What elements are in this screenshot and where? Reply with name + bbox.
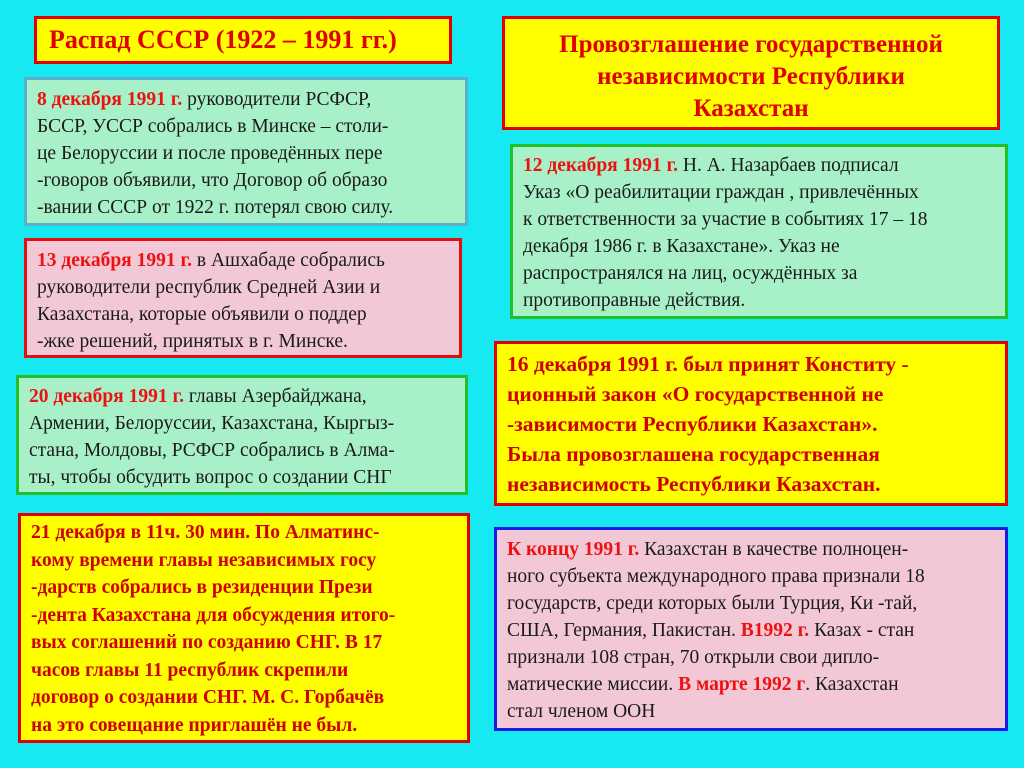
event-text: в Ашхабаде собрались [192, 250, 385, 271]
event-text: к ответственности за участие в событиях 17 – 18 [523, 209, 928, 230]
event-text: ционный закон «О государственной не [507, 382, 884, 406]
event-text: часов главы 11 республик скрепили [31, 659, 349, 681]
minsk-event-box [24, 77, 468, 226]
left-title [34, 16, 452, 64]
right-title-line: Казахстан [693, 95, 809, 122]
event-text: распространялся на лиц, осуждённых за [523, 263, 858, 284]
event-text: Казах - стан [809, 620, 915, 641]
event-text: -дарств собрались в резиденции Прези [31, 577, 373, 598]
event-text: противоправные действия. [523, 290, 746, 311]
event-text: -зависимости Республики Казахстан». [507, 412, 878, 436]
event-text: стана, Молдовы, РСФСР собрались в Алма- [29, 440, 395, 461]
event-date: В1992 г. [740, 620, 810, 641]
right-title [502, 16, 1000, 130]
end1991-event-box [494, 527, 1008, 731]
almaty-event-box [16, 375, 468, 495]
event-text: Указ «О реабилитации граждан , привлечённых [523, 182, 919, 203]
right-title-line: Провозглашение государственной [559, 31, 943, 58]
event-text: 16 декабря 1991 г. был принят Конститу - [507, 352, 909, 376]
event-text: -вании СССР от 1922 г. потерял свою силу. [37, 197, 394, 218]
event-date: 13 декабря 1991 г. [37, 250, 193, 271]
event-text: стал членом ООН [507, 701, 656, 722]
event-text: 21 декабря в 11ч. 30 мин. По Алматинс- [31, 522, 380, 543]
event-text: Армении, Белоруссии, Казахстана, Кыргыз- [29, 413, 395, 434]
event-text: на это совещание приглашён не был. [31, 714, 358, 736]
event-text: декабря 1986 г. в Казахстане». Указ не [523, 236, 840, 257]
event-text: Была провозглашена государственная [507, 442, 880, 466]
dec16-event-box [494, 341, 1008, 506]
event-text: кому времени главы независимых госу [31, 549, 377, 571]
event-text: Казахстан в качестве полноцен- [639, 539, 909, 560]
event-text: ного субъекта международного права признали 18 [507, 566, 925, 587]
event-text: Казахстана, которые объявили о поддер [37, 304, 367, 325]
event-text: вых соглашений по созданию СНГ. В 17 [31, 632, 383, 653]
event-text: признали 108 стран, 70 открыли свои дипло- [507, 647, 880, 668]
dec12-event-box [510, 144, 1008, 319]
left-title-text: Распад СССР (1922 – 1991 гг.) [49, 25, 397, 54]
event-text: -дента Казахстана для обсуждения итого- [31, 604, 396, 626]
event-text: США, Германия, Пакистан. [507, 620, 741, 641]
event-text: -говоров объявили, что Договор об образо [37, 170, 388, 191]
ashgabat-event-box [24, 238, 462, 358]
event-text: руководители РСФСР, [182, 89, 372, 110]
event-date: 12 декабря 1991 г. [523, 155, 679, 176]
event-date: 20 декабря 1991 г. [29, 386, 185, 407]
event-text: . Казахстан [805, 674, 899, 695]
event-text: -жке решений, принятых в г. Минске. [37, 331, 348, 352]
event-text: це Белоруссии и после проведённых пере [37, 143, 383, 164]
dec21-event-box [18, 513, 470, 743]
event-text: руководители республик Средней Азии и [37, 277, 381, 298]
event-date: В марте 1992 г [678, 674, 806, 695]
event-text: договор о создании СНГ. М. С. Горбачёв [31, 687, 385, 708]
event-text: Н. А. Назарбаев подписал [678, 155, 899, 176]
event-text: главы Азербайджана, [184, 386, 367, 407]
right-title-line: независимости Республики [597, 63, 905, 90]
event-text: государств, среди которых были Турция, Ки -тай, [507, 593, 918, 614]
event-text: независимость Республики Казахстан. [507, 472, 881, 496]
event-text: матические миссии. [507, 674, 679, 695]
event-text: БССР, УССР собрались в Минске – столи- [37, 116, 389, 137]
event-date: К концу 1991 г. [507, 539, 640, 560]
event-text: ты, чтобы обсудить вопрос о создании СНГ [29, 467, 392, 488]
event-date: 8 декабря 1991 г. [37, 89, 183, 110]
